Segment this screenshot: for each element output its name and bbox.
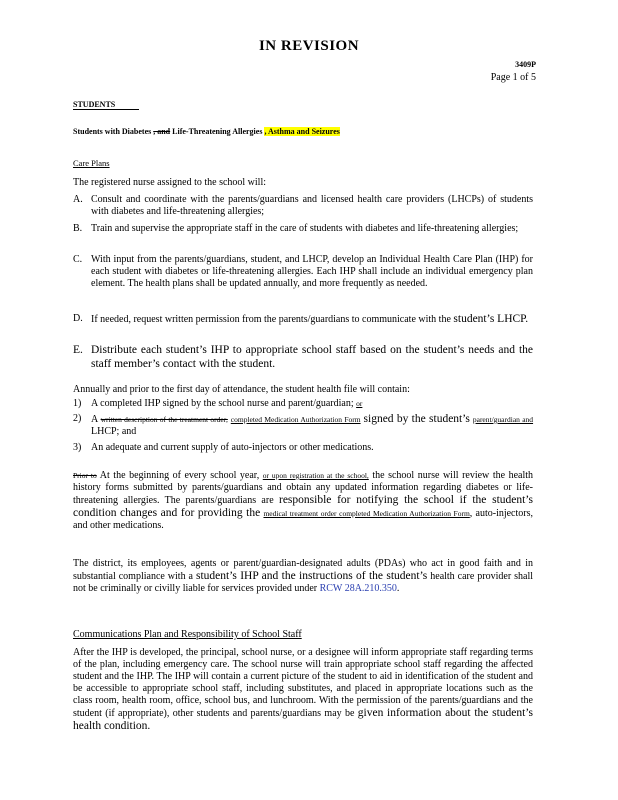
after-paragraph <box>73 647 533 733</box>
prior-text-b: or upon registration at the school, <box>262 471 369 480</box>
prior-text-a: At the beginning of every school year, <box>99 470 260 481</box>
subject-mid: Life-Threatening Allergies <box>172 127 263 136</box>
document-title: IN REVISION <box>258 38 360 54</box>
page-number: Page 1 of 5 <box>490 72 536 83</box>
document-number: 3409P <box>515 60 536 69</box>
list-item <box>73 442 533 454</box>
after-text-a: After the IHP is developed, the principal, school nurse, or a designee will inform appropriate staff regarding terms of the plan, including emergency care. The school nurse will train appropriate school staff regarding the affected student and the IHP. The IHP will contain a current picture of the student to aid in identification of the student and be accessible to appropriate school staff, including substitutes, and placed in appropriate locations such as the class room, health room, office, school bus, and lunchroom. With the permission of the parents/guardians and the student (if appropriate), other students and parents/guardians may be <box>73 647 533 719</box>
care-plans-heading: Care Plans <box>73 158 110 168</box>
list-text-b: student’s LHCP. <box>453 313 529 325</box>
list-text-b: completed Medication Authorization Form <box>230 415 361 424</box>
list-marker: 2) <box>73 413 82 424</box>
list-text-or: or <box>356 399 363 408</box>
list-text: Distribute each student’s IHP to appropriate school staff based on the student’s needs and the staff member’s contact with the student. <box>91 344 533 370</box>
list-marker: 1) <box>73 398 82 409</box>
list-text-d: parent/guardian and <box>472 415 534 424</box>
list-text: With input from the parents/guardians, student, and LHCP, develop an Individual Health Care Plan (IHP) for each student with diabetes or life-threatening allergies. Each IHP shall include an individual emergency plan element. The health plans shall be updated annually, and more frequently as needed. <box>91 254 533 289</box>
list-text-a: A completed IHP signed by the school nurse and parent/guardian; <box>91 398 354 409</box>
subject-start: Students with Diabetes <box>73 127 152 136</box>
list-marker: C. <box>73 254 83 265</box>
prior-text-e: medical treatment order completed Medication Authorization Form <box>263 509 470 518</box>
list-text: Consult and coordinate with the parents/guardians and licensed health care providers (LHCPs) of students with diabetes and life-threatening allergies; <box>91 194 533 217</box>
subject-highlight: , Asthma and Seizures <box>264 127 340 136</box>
list-item <box>73 398 533 410</box>
district-text-a: The district, its employees, agents or parent/guardian-designated adults (PDAs) who act in good faith and in substantial compliance with a <box>73 558 533 582</box>
list-text: Train and supervise the appropriate staff in the care of students with diabetes and life-threatening allergies; <box>91 223 519 234</box>
communications-heading: Communications Plan and Responsibility of School Staff <box>73 629 302 640</box>
policy-subject <box>73 127 340 136</box>
prior-text-d: responsible for notifying the school if the student’s condition changes and for providing the <box>73 494 534 519</box>
list-text-struck: written description of the treatment order, <box>100 415 228 424</box>
district-paragraph <box>73 558 533 595</box>
list-text <box>91 398 533 410</box>
policy-category: STUDENTS <box>73 100 139 110</box>
annual-intro: Annually and prior to the first day of attendance, the student health file will contain: <box>73 384 410 395</box>
after-text-b: given information about the student’s health condition. <box>73 707 534 732</box>
list-marker: D. <box>73 313 83 324</box>
list-text <box>91 413 533 438</box>
list-text-c: signed by the student’s <box>363 413 470 425</box>
subject-struck: , and <box>153 127 171 136</box>
list-item <box>73 313 533 326</box>
rcw-link[interactable]: RCW 28A.210.350 <box>319 583 397 594</box>
list-text-a: A <box>91 414 98 425</box>
list-marker: 3) <box>73 442 82 453</box>
prior-paragraph <box>73 470 533 532</box>
list-text-e: LHCP; and <box>91 426 137 437</box>
list-marker: B. <box>73 223 83 234</box>
list-item <box>73 254 533 290</box>
nurse-intro: The registered nurse assigned to the school will: <box>73 177 267 188</box>
list-marker: E. <box>73 344 83 356</box>
list-marker: A. <box>73 194 83 205</box>
district-text-end: . <box>396 583 400 594</box>
list-text: An adequate and current supply of auto-injectors or other medications. <box>91 442 374 453</box>
district-text-b: student’s IHP and the instructions of the student’s <box>195 570 428 582</box>
list-item <box>73 223 533 235</box>
prior-text-c: the school nurse will review the health history forms submitted by parents/guardians and obtain any updated information regarding diabetes or life-threatening allergies. The parents/guardians are <box>73 470 534 506</box>
district-text-c: health care provider shall not be criminally or civilly liable for services provided under <box>73 571 534 594</box>
list-item <box>73 343 533 371</box>
prior-text-f: , auto-injectors, and other medications. <box>73 508 533 531</box>
list-item <box>73 194 533 218</box>
list-text-a: If needed, request written permission from the parents/guardians to communicate with the <box>91 314 451 325</box>
struck-text: Prior to <box>73 471 97 480</box>
list-item <box>73 413 533 438</box>
list-text <box>91 313 533 326</box>
